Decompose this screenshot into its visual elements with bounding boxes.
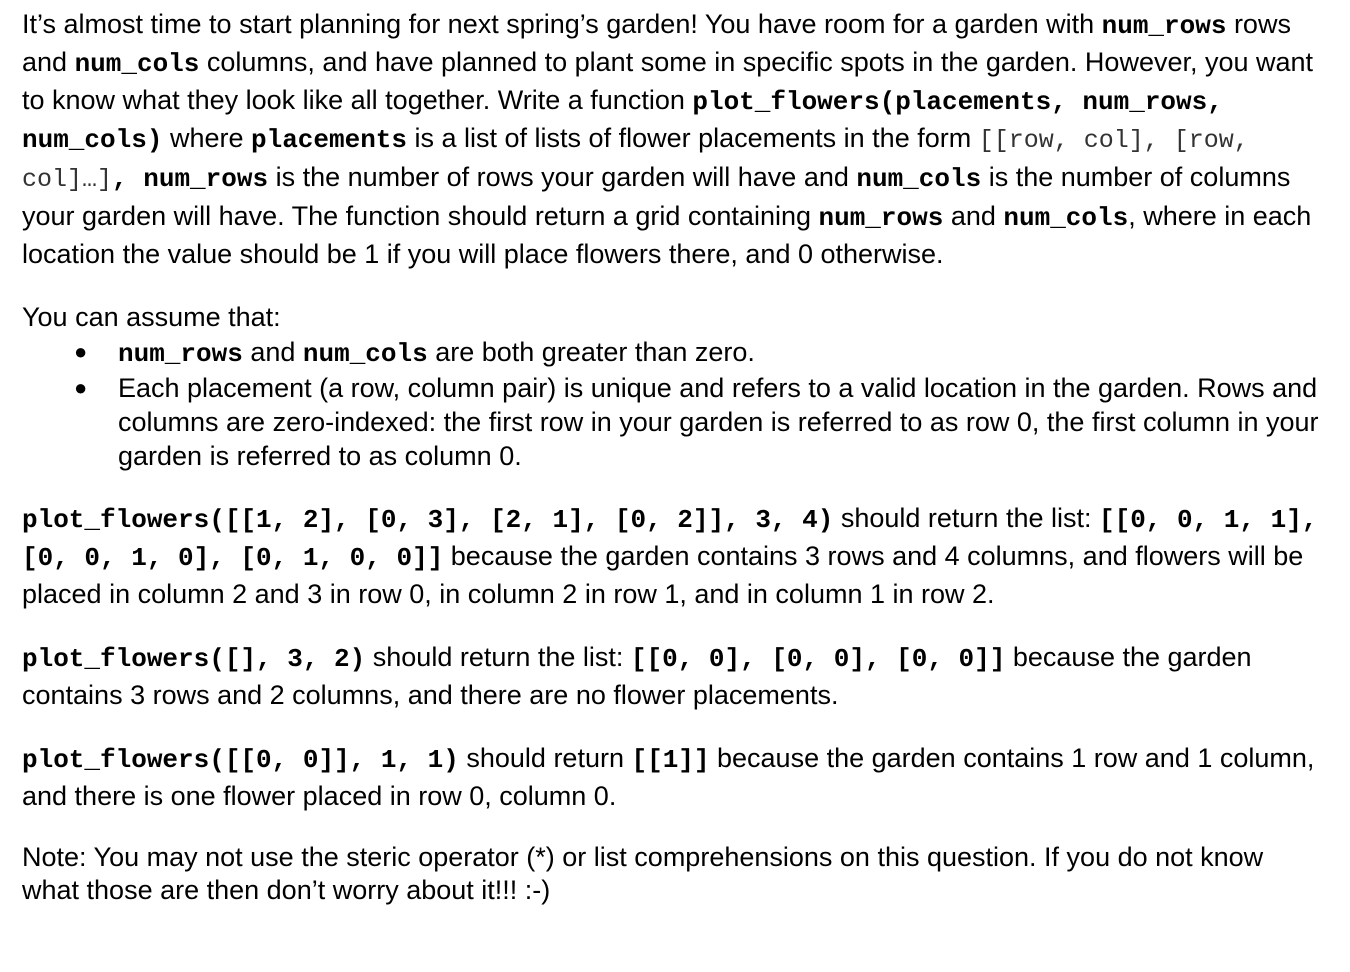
- example-1-text-1: should return the list:: [833, 503, 1099, 533]
- code-num-rows: num_rows: [1101, 11, 1227, 41]
- intro-text-10: , where in each location the value should be 1 if you will place flowers there, and 0 otherwise.: [22, 201, 1312, 269]
- example-3-text-2: because the garden contains 1 row and 1 column, and there is one flower placed in row 0, column 0.: [22, 743, 1315, 811]
- code-placement-form: [[row, col], [row, col]…]: [22, 126, 1249, 194]
- intro-text-6: ,: [112, 164, 144, 194]
- code-example-3-call: plot_flowers([[0, 0]], 1, 1): [22, 745, 459, 775]
- document-body: [22, 6, 1322, 907]
- assume-heading: You can assume that:: [22, 302, 281, 332]
- example-3-text-1: should return: [458, 743, 632, 773]
- code-example-1-call: plot_flowers([[1, 2], [0, 3], [2, 1], [0, 2]], 3, 4): [22, 505, 834, 535]
- code-example-3-result: [[1]]: [631, 745, 710, 775]
- assumptions-list: [22, 335, 1322, 473]
- example-1-paragraph: [22, 500, 1322, 612]
- example-2-text-1: should return the list:: [365, 642, 631, 672]
- code-num-cols-3: num_cols: [1003, 203, 1129, 233]
- example-1-text-2: because the garden contains 3 rows and 4 columns, and flowers will be placed in column 2 and 3 in row 0, in column 2 in row 1, and in column 1 in row 2.: [22, 541, 1304, 609]
- intro-text-5: is a list of lists of flower placements in the form: [407, 123, 979, 153]
- code-num-cols-2: num_cols: [856, 164, 982, 194]
- bullet-icon: ●: [74, 339, 88, 364]
- intro-text-8: is the number of columns your garden will have. The function should return a grid containing: [22, 162, 1291, 231]
- intro-text-3: columns, and have planned to plant some in specific spots in the garden. However, you want to know what they look like all together. Write a function: [22, 47, 1314, 115]
- code-num-rows-2: num_rows: [143, 164, 269, 194]
- example-3-paragraph: [22, 740, 1322, 814]
- code-example-1-result: [[0, 0, 1, 1], [0, 0, 1, 0], [0, 1, 0, 0]]: [22, 505, 1318, 573]
- code-num-rows-4: num_rows: [118, 339, 243, 369]
- assume-text-1: and: [242, 337, 303, 367]
- code-num-cols-4: num_cols: [302, 339, 428, 369]
- list-item: [22, 371, 1322, 473]
- assume-text-2: are both greater than zero.: [427, 337, 755, 367]
- assume-text-3: Each placement (a row, column pair) is unique and refers to a valid location in the garden. Rows and columns are zero-indexed: the first row in your garden is referred to as row 0, the first column in your garden is referred to as column 0.: [118, 373, 1319, 471]
- intro-text-2: rows and: [22, 9, 1291, 77]
- intro-text-7: is the number of rows your garden will have and: [268, 162, 857, 192]
- list-item: [22, 335, 1322, 371]
- code-example-2-call: plot_flowers([], 3, 2): [22, 644, 366, 674]
- intro-text-9: and: [943, 201, 1004, 231]
- bullet-icon: ●: [74, 375, 88, 400]
- code-num-cols: num_cols: [74, 49, 200, 79]
- code-function-signature: plot_flowers(placements, num_rows, num_cols): [22, 87, 1223, 155]
- intro-paragraph: [22, 6, 1322, 272]
- intro-text-4: where: [162, 123, 251, 153]
- code-placements: placements: [250, 125, 408, 155]
- code-num-rows-3: num_rows: [818, 203, 944, 233]
- intro-text-1: It’s almost time to start planning for next spring’s garden! You have room for a garden with: [22, 9, 1102, 39]
- example-2-text-2: because the garden contains 3 rows and 2 columns, and there are no flower placements.: [22, 642, 1252, 710]
- example-2-paragraph: [22, 639, 1322, 713]
- note-paragraph: Note: You may not use the steric operator (*) or list comprehensions on this question. If you do not know what those are then don’t worry about it!!! :-): [22, 842, 1264, 905]
- code-example-2-result: [[0, 0], [0, 0], [0, 0]]: [630, 644, 1006, 674]
